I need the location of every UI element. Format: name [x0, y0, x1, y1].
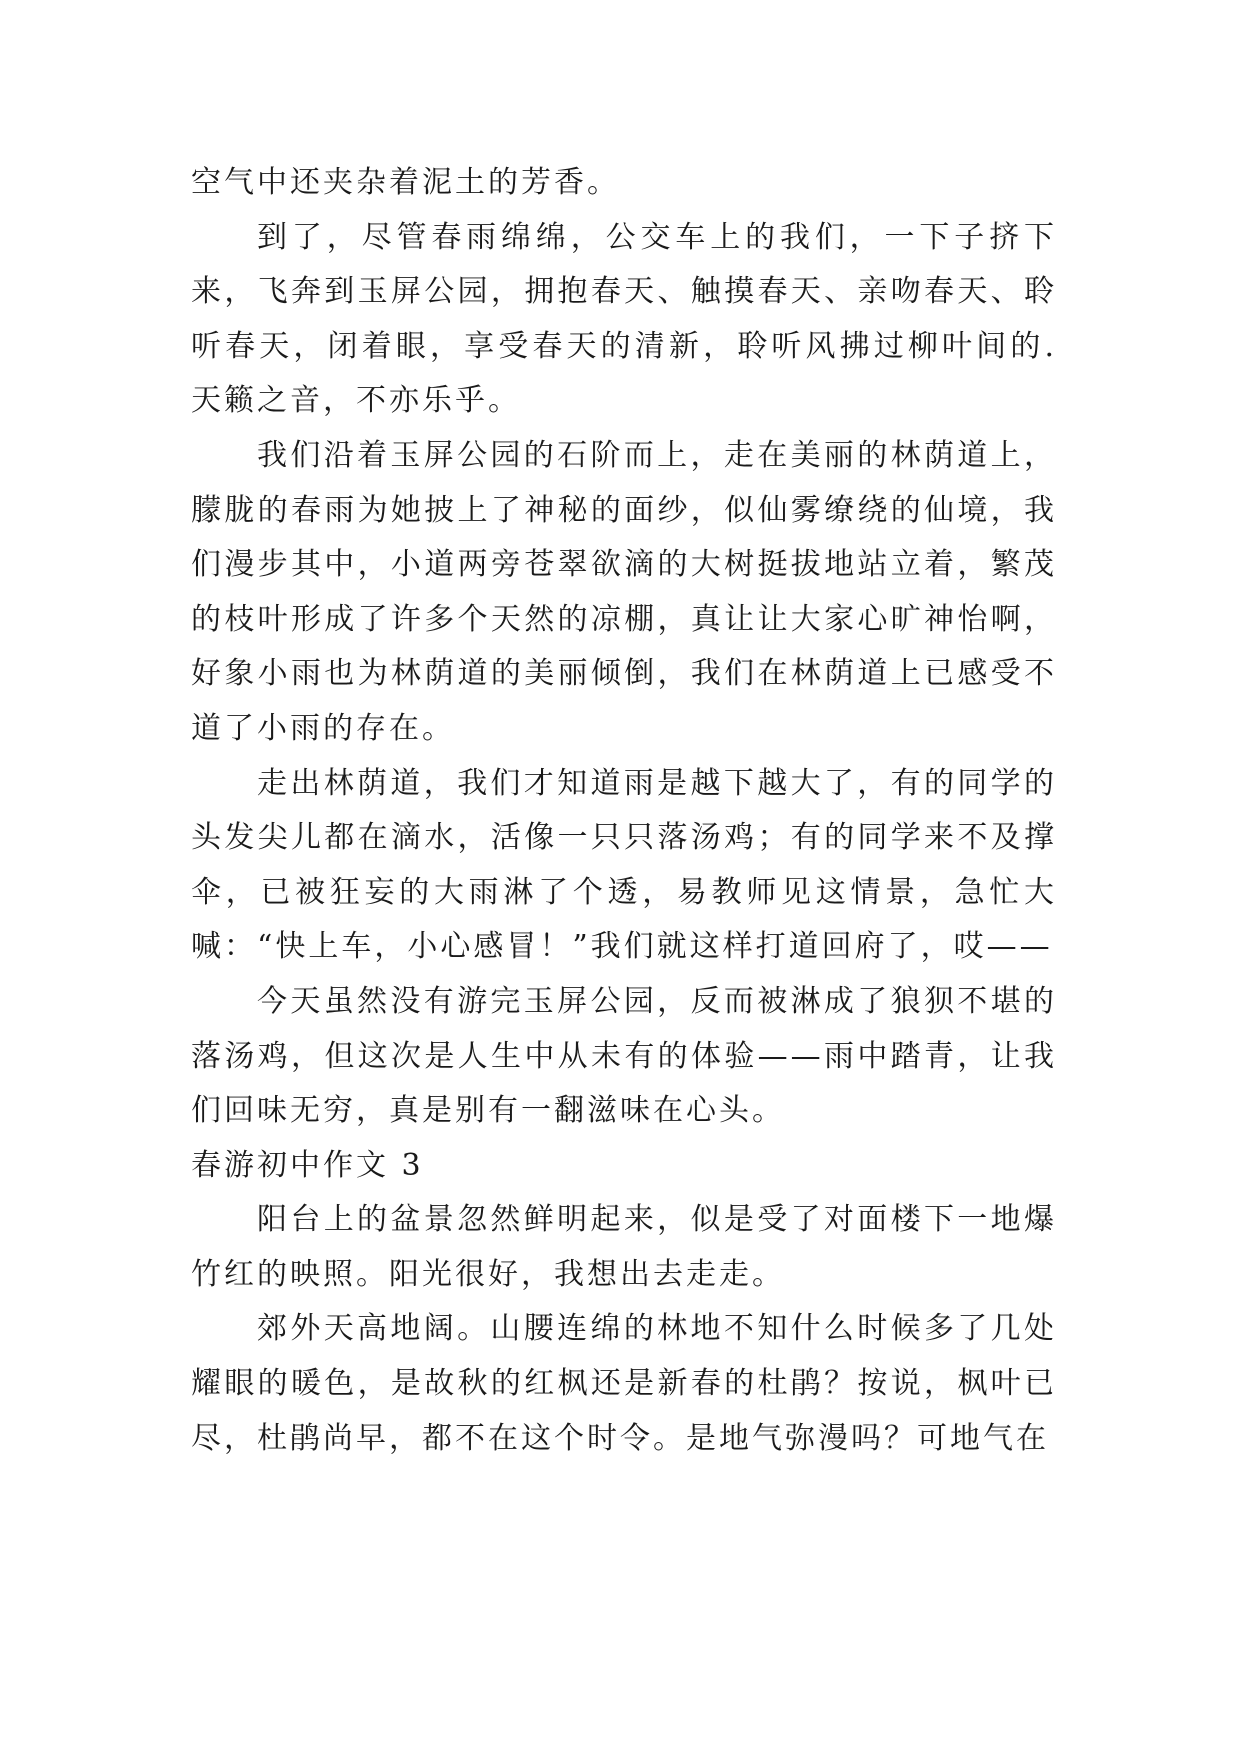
paragraph-3: 我们沿着玉屏公园的石阶而上，走在美丽的林荫道上，朦胧的春雨为她披上了神秘的面纱，似仙雾缭绕的仙境，我们漫步其中，小道两旁苍翠欲滴的大树挺拔地站立着，繁茂的枝叶形成了许多个天然的凉棚，真让让大家心旷神怡啊，好象小雨也为林荫道的美丽倾倒，我们在林荫道上已感受不道了小雨的存在。 [191, 437, 1057, 746]
paragraph-5: 今天虽然没有游完玉屏公园，反而被淋成了狼狈不堪的落汤鸡，但这次是人生中从未有的体验——雨中踏青，让我们回味无穷，真是别有一翻滋味在心头。 [191, 983, 1057, 1129]
document-body [191, 156, 1057, 1466]
paragraph-1: 空气中还夹杂着泥土的芳香。 [191, 165, 620, 200]
paragraph-4: 走出林荫道，我们才知道雨是越下越大了，有的同学的头发尖儿都在滴水，活像一只只落汤鸡；有的同学来不及撑伞，已被狂妄的大雨淋了个透，易教师见这情景，急忙大喊：“快上车，小心感冒！”我们就这样打道回府了，哎—— [191, 765, 1057, 965]
paragraph-2: 到了，尽管春雨绵绵，公交车上的我们，一下子挤下来，飞奔到玉屏公园，拥抱春天、触摸春天、亲吻春天、聆听春天，闭着眼，享受春天的清新，聆听风拂过柳叶间的.天籁之音，不亦乐乎。 [191, 219, 1057, 419]
paragraph-6: 阳台上的盆景忽然鲜明起来，似是受了对面楼下一地爆竹红的映照。阳光很好，我想出去走走。 [191, 1202, 1057, 1292]
paragraph-7: 郊外天高地阔。山腰连绵的林地不知什么时候多了几处耀眼的暖色，是故秋的红枫还是新春的杜鹃？按说，枫叶已尽，杜鹃尚早，都不在这个时令。是地气弥漫吗？可地气在 [191, 1311, 1057, 1456]
section-title: 春游初中作文 3 [191, 1147, 424, 1183]
